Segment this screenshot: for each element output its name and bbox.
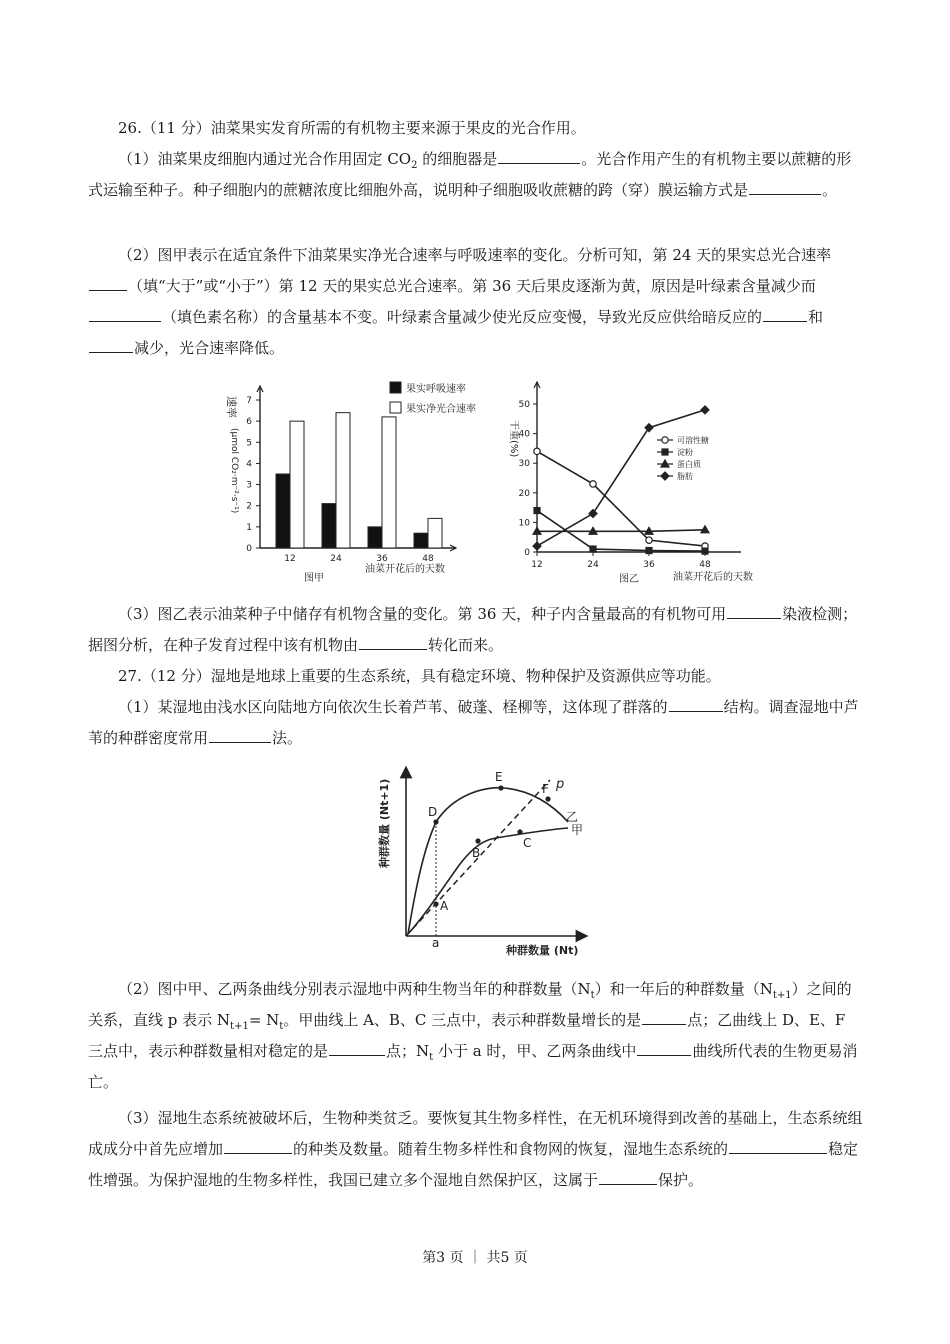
- line-x-tick-label: 24: [587, 560, 599, 570]
- answer-blank[interactable]: [89, 306, 161, 322]
- line-x-tick-label: 12: [531, 560, 543, 570]
- q26-p3-text-b: 染液检测；据图分析，在种子发育过程中该有机物由: [88, 605, 858, 654]
- line-legend-marker: [662, 449, 668, 455]
- bar-y-tick-label: 2: [246, 501, 252, 512]
- label-a: a: [432, 936, 440, 950]
- population-ylabel: 种群数量 (Nt+1): [378, 778, 391, 868]
- series-1-point-36: [646, 548, 652, 554]
- q26-part3: [88, 599, 864, 661]
- q26-p1-text-b: 的细胞器是: [417, 150, 498, 168]
- population-xlabel: 种群数量 (Nt): [506, 944, 579, 957]
- bar-y-tick-label: 0: [246, 544, 252, 554]
- q26-p1-text-a: （1）油菜果皮细胞内通过光合作用固定 CO: [118, 150, 412, 168]
- bar-x-tick-label: 48: [422, 554, 434, 564]
- q27-p3-text-d: 保护。: [658, 1171, 704, 1189]
- answer-blank[interactable]: [642, 1009, 686, 1025]
- subscript-t: t: [590, 990, 595, 1001]
- line-legend-label: 淀粉: [677, 448, 693, 457]
- series-3-point-12: [533, 542, 541, 550]
- line-y-tick-label: 0: [524, 548, 530, 558]
- answer-blank[interactable]: [729, 1138, 827, 1154]
- line-legend-marker: [661, 472, 669, 480]
- point-E: [498, 785, 503, 790]
- bar-y-tick-label: 6: [246, 417, 252, 428]
- q26-p1-text-d: 。: [822, 181, 838, 199]
- figure-population-curves: [368, 764, 590, 964]
- q27-part1: [88, 692, 864, 754]
- line-y-tick-label: 50: [518, 400, 530, 410]
- bar-legend-label: 果实净光合速率: [406, 404, 476, 415]
- bar-chart-ylabel: 速率: [225, 396, 238, 418]
- label-p: p: [556, 777, 565, 792]
- q26-p1-text-c: 。光合作用产生的有机物主要以蔗糖的形式运输至种子。种子细胞内的蔗糖浓度比细胞外高，说明种子细胞吸收蔗糖的跨（穿）膜运输方式是: [88, 150, 852, 199]
- bar-chart-yunit: (μmol CO₂·m⁻²·s⁻¹): [229, 428, 239, 514]
- series-1-point-48: [702, 548, 708, 554]
- point-D: [433, 819, 438, 824]
- series-1-point-24: [590, 546, 596, 552]
- bar-net-photosynthesis-48: [428, 518, 442, 548]
- q27-p2-text-i: 曲线所代表的生物更易消亡。: [88, 1042, 858, 1091]
- q27-p2-text-h: 小于 a 时，甲、乙两条曲线中: [433, 1042, 637, 1060]
- series-1-point-12: [534, 508, 540, 514]
- bar-respiration-48: [414, 533, 428, 548]
- co2-subscript: 2: [411, 160, 418, 171]
- q26-p2-text-d: 和: [808, 308, 824, 326]
- answer-blank[interactable]: [359, 634, 427, 650]
- line-chart-title: 图乙: [619, 574, 639, 585]
- subscript-t1: t+1: [230, 1021, 249, 1032]
- bar-x-tick-label: 24: [330, 554, 342, 564]
- q26-p2-text-e: 减少，光合速率降低。: [134, 339, 285, 357]
- label-C: C: [523, 836, 532, 850]
- bar-y-tick-label: 3: [246, 480, 252, 491]
- answer-blank[interactable]: [498, 148, 580, 164]
- answer-blank[interactable]: [599, 1169, 657, 1185]
- bar-chart-bars: [276, 413, 442, 548]
- series-0-point-36: [646, 537, 652, 543]
- label-A: A: [440, 899, 449, 913]
- line-chart-ylabel: 干重(%): [508, 420, 519, 458]
- line-y-tick-label: 20: [518, 488, 530, 499]
- q27-p2-text-c: ）之间的关系，直线 p 表示 N: [88, 980, 852, 1029]
- bar-legend-label: 果实呼吸速率: [406, 384, 466, 395]
- point-B: [475, 838, 480, 843]
- answer-blank[interactable]: [329, 1040, 385, 1056]
- answer-blank[interactable]: [763, 306, 807, 322]
- figure-yi-line-chart: [505, 376, 765, 588]
- series-3-point-36: [645, 424, 653, 432]
- q26-part2: [88, 240, 864, 364]
- line-y-tick-label: 40: [518, 429, 530, 440]
- q27-p2-text-g: 点；N: [386, 1042, 430, 1060]
- series-0-point-12: [534, 448, 540, 454]
- bar-chart-title: 图甲: [304, 573, 324, 584]
- subscript-t1: t+1: [772, 990, 792, 1001]
- q27-p1-text-c: 法。: [272, 729, 303, 747]
- answer-blank[interactable]: [669, 696, 723, 712]
- q27-stem: [88, 661, 864, 692]
- line-legend-marker: [662, 437, 668, 443]
- answer-blank[interactable]: [224, 1138, 292, 1154]
- bar-legend-swatch: [390, 382, 401, 393]
- point-A: [433, 901, 438, 906]
- q27-stem-text: 27.（12 分）湿地是地球上重要的生态系统，具有稳定环境、物种保护及资源供应等功能。: [118, 667, 721, 685]
- q27-p3-text-a: （3）湿地生态系统被破坏后，生物种类贫乏。要恢复其生物多样性，在无机环境得到改善的基础上，生态系统组成成分中首先应增加: [88, 1109, 863, 1158]
- q26-part1: [88, 144, 864, 206]
- subscript-t: t: [279, 1021, 284, 1032]
- q26-p2-text-c: （填色素名称）的含量基本不变。叶绿素含量减少使光反应变慢，导致光反应供给暗反应的: [162, 308, 763, 326]
- series-3-point-48: [701, 406, 709, 414]
- bar-y-tick-label: 5: [246, 438, 252, 449]
- series-0-point-24: [590, 481, 596, 487]
- q26-p2-text-b: （填“大于”或“小于”）第 12 天的果实总光合速率。第 36 天后果皮逐渐为黄，原因是叶绿素含量减少而: [128, 277, 816, 295]
- q27-part3: [88, 1103, 864, 1196]
- answer-blank[interactable]: [749, 179, 821, 195]
- curve-jia: [408, 828, 568, 934]
- label-yi: 乙: [566, 810, 579, 824]
- subscript-t: t: [429, 1052, 434, 1063]
- line-x-tick-label: 36: [643, 560, 655, 570]
- bar-respiration-24: [322, 504, 336, 548]
- q26-stem-text: 26.（11 分）油菜果实发育所需的有机物主要来源于果皮的光合作用。: [118, 119, 586, 137]
- line-chart-xlabel: 油菜开花后的天数: [673, 572, 753, 583]
- q27-p2-text-a: （2）图中甲、乙两条曲线分别表示湿地中两种生物当年的种群数量（N: [118, 980, 591, 998]
- line-legend-label: 可溶性糖: [677, 436, 709, 445]
- line-legend-label: 脂肪: [677, 472, 693, 481]
- bar-y-tick-label: 4: [246, 459, 252, 470]
- line-chart-legend: [657, 435, 709, 481]
- bar-chart-legend: [390, 382, 476, 415]
- q27-p2-text-f: 点；乙曲线上 D、E、F 三点中，表示种群数量相对稳定的是: [88, 1011, 846, 1060]
- answer-blank[interactable]: [637, 1040, 691, 1056]
- bar-respiration-12: [276, 474, 290, 548]
- bar-legend-swatch: [390, 402, 401, 413]
- answer-blank[interactable]: [89, 275, 127, 291]
- answer-blank[interactable]: [727, 603, 781, 619]
- bar-y-tick-label: 7: [246, 396, 252, 406]
- q27-p2-text-b: ）和一年后的种群数量（N: [594, 980, 773, 998]
- line-legend-label: 蛋白质: [677, 460, 701, 469]
- bar-chart-xlabel: 油菜开花后的天数: [365, 564, 445, 575]
- q27-p1-text-b: 结构。调查湿地中芦苇的种群密度常用: [88, 698, 859, 747]
- q27-part2: [88, 974, 864, 1098]
- bar-y-tick-label: 1: [246, 522, 252, 533]
- label-E: E: [495, 770, 503, 784]
- q26-p3-text-c: 转化而来。: [428, 636, 504, 654]
- q27-p2-text-e: 。甲曲线上 A、B、C 三点中，表示种群数量增长的是: [283, 1011, 642, 1029]
- q27-p2-text-d: = N: [248, 1011, 280, 1029]
- bar-respiration-36: [368, 527, 382, 548]
- q26-p2-text-a: （2）图甲表示在适宜条件下油菜果实净光合速率与呼吸速率的变化。分析可知，第 24 天的果实总光合速率: [118, 246, 832, 264]
- bar-x-tick-label: 36: [376, 554, 388, 564]
- q27-p3-text-c: 稳定性增强。为保护湿地的生物多样性，我国已建立多个湿地自然保护区，这属于: [88, 1140, 859, 1189]
- bar-net-photosynthesis-36: [382, 417, 396, 548]
- bar-net-photosynthesis-24: [336, 413, 350, 548]
- label-F: F: [542, 782, 549, 796]
- q27-p1-text-a: （1）某湿地由浅水区向陆地方向依次生长着芦苇、破蓬、柽柳等，这体现了群落的: [118, 698, 668, 716]
- q26-stem: [88, 113, 864, 144]
- label-jia: 甲: [571, 823, 584, 837]
- line-x-tick-label: 48: [699, 560, 711, 570]
- figure-jia-bar-chart: [210, 378, 500, 588]
- series-3-point-24: [589, 510, 597, 518]
- q27-p3-text-b: 的种类及数量。随着生物多样性和食物网的恢复，湿地生态系统的: [293, 1140, 729, 1158]
- bar-net-photosynthesis-12: [290, 421, 304, 548]
- page-footer: 第3 页 ｜ 共5 页: [422, 1250, 528, 1266]
- label-B: B: [472, 846, 481, 860]
- bar-x-tick-label: 12: [284, 554, 296, 564]
- q26-p3-text-a: （3）图乙表示油菜种子中储存有机物含量的变化。第 36 天，种子内含量最高的有机物可用: [118, 605, 727, 623]
- answer-blank[interactable]: [209, 727, 271, 743]
- point-F: [545, 796, 550, 801]
- label-D: D: [428, 805, 438, 819]
- line-y-tick-label: 10: [518, 518, 530, 529]
- point-C: [517, 829, 522, 834]
- answer-blank[interactable]: [89, 337, 133, 353]
- line-y-tick-label: 30: [518, 459, 530, 470]
